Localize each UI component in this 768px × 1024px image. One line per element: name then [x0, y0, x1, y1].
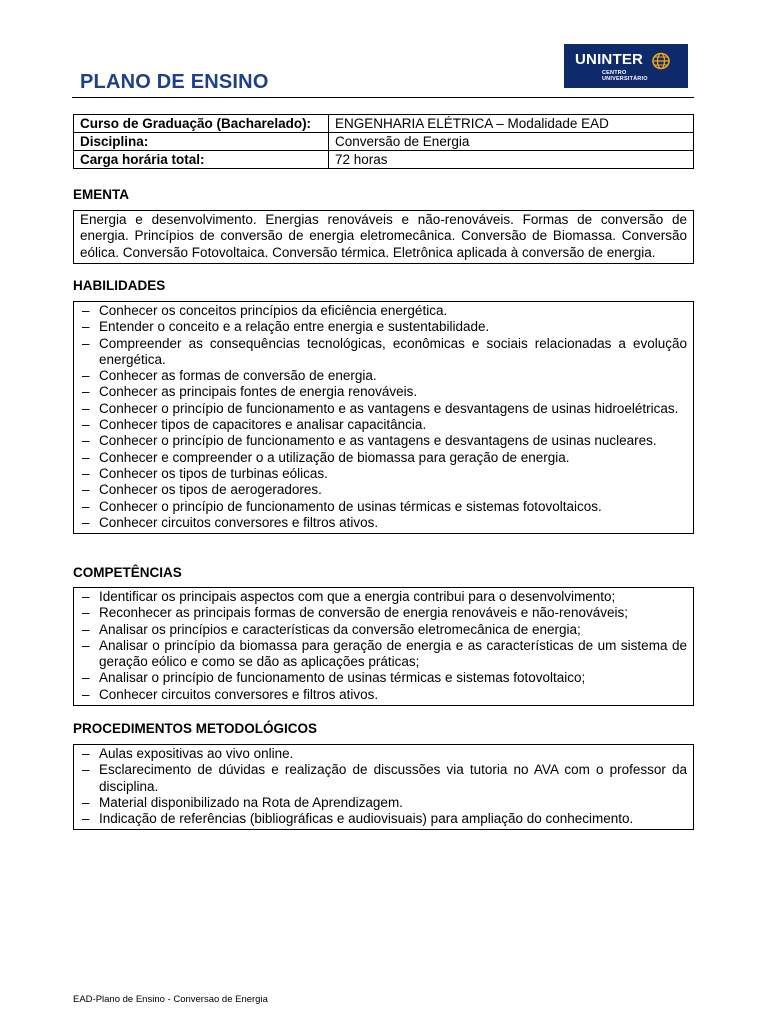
course-info-table — [73, 114, 694, 169]
list-item: – Reconhecer as principais formas de conversão de energia renováveis e não-renováveis; — [80, 605, 687, 621]
list-item: – Analisar os princípios e características da conversão eletromecânica de energia; — [80, 622, 687, 638]
uninter-logo — [564, 44, 688, 88]
list-item: – Conhecer o princípio de funcionamento e as vantagens e desvantagens de usinas hidroelétricas. — [80, 401, 687, 417]
list-item: – Conhecer tipos de capacitores e analisar capacitância. — [80, 417, 687, 433]
ementa-box — [73, 210, 694, 264]
list-item: – Conhecer os tipos de aerogeradores. — [80, 482, 687, 498]
logo-sub-line-2: UNIVERSITÁRIO — [602, 76, 648, 82]
section-heading-habilidades: HABILIDADES — [73, 278, 166, 293]
list-item: – Analisar o princípio de funcionamento de usinas térmicas e sistemas fotovoltaico; — [80, 670, 687, 686]
ementa-text: Energia e desenvolvimento. Energias renováveis e não-renováveis. Formas de conversão de energia. Princípios de conversão de energia eletromecânica. Conversão de Biomassa. Conversão eólica. Conversão Fotovoltaica. Conversão térmica. Eletrônica aplicada à conversão de energia. — [80, 212, 687, 260]
list-item: – Conhecer as formas de conversão de energia. — [80, 368, 687, 384]
page-title: PLANO DE ENSINO — [80, 71, 269, 93]
list-item: – Conhecer as principais fontes de energia renováveis. — [80, 384, 687, 400]
procedimentos-box — [73, 744, 694, 830]
info-label: Carga horária total: — [74, 151, 329, 169]
list-item: – Esclarecimento de dúvidas e realização de discussões via tutoria no AVA com o professor da disciplina. — [80, 762, 687, 795]
list-item: – Conhecer circuitos conversores e filtros ativos. — [80, 515, 687, 531]
info-value: ENGENHARIA ELÉTRICA – Modalidade EAD — [329, 115, 694, 133]
list-item: – Conhecer e compreender o a utilização de biomassa para geração de energia. — [80, 450, 687, 466]
list-item: – Entender o conceito e a relação entre energia e sustentabilidade. — [80, 319, 687, 335]
info-label: Curso de Graduação (Bacharelado): — [74, 115, 329, 133]
logo-sub-line-1: CENTRO — [602, 70, 627, 76]
info-row-carga — [74, 151, 694, 169]
title-divider — [72, 97, 694, 98]
procedimentos-list — [74, 745, 693, 829]
habilidades-list — [74, 302, 693, 533]
list-item: – Conhecer os tipos de turbinas eólicas. — [80, 466, 687, 482]
list-item: – Material disponibilizado na Rota de Aprendizagem. — [80, 795, 687, 811]
section-heading-ementa: EMENTA — [73, 187, 129, 202]
list-item: – Conhecer o princípio de funcionamento e as vantagens e desvantagens de usinas nucleares. — [80, 433, 687, 449]
list-item: – Aulas expositivas ao vivo online. — [80, 746, 687, 762]
info-row-curso — [74, 115, 694, 133]
logo-wordmark: UNINTER — [575, 51, 644, 68]
list-item: – Indicação de referências (bibliográficas e audiovisuais) para ampliação do conhecimento. — [80, 811, 687, 827]
info-label: Disciplina: — [74, 133, 329, 151]
list-item: – Analisar o princípio da biomassa para geração de energia e as características de um sistema de geração eólico e como se dão as aplicações práticas; — [80, 638, 687, 671]
list-item: – Identificar os principais aspectos com que a energia contribui para o desenvolvimento; — [80, 589, 687, 605]
logo-subtitle — [602, 70, 648, 82]
page-footer: EAD-Plano de Ensino - Conversao de Energia — [73, 994, 268, 1005]
list-item: – Conhecer os conceitos princípios da eficiência energética. — [80, 303, 687, 319]
competencias-box — [73, 587, 694, 706]
list-item: – Conhecer o princípio de funcionamento de usinas térmicas e sistemas fotovoltaicos. — [80, 499, 687, 515]
section-heading-procedimentos: PROCEDIMENTOS METODOLÓGICOS — [73, 721, 318, 736]
globe-icon — [651, 52, 671, 70]
habilidades-box — [73, 301, 694, 534]
list-item: – Conhecer circuitos conversores e filtros ativos. — [80, 687, 687, 703]
section-heading-competencias: COMPETÊNCIAS — [73, 565, 182, 580]
info-value: 72 horas — [329, 151, 694, 169]
info-row-disciplina — [74, 133, 694, 151]
list-item: – Compreender as consequências tecnológicas, econômicas e sociais relacionadas a evolução energética. — [80, 336, 687, 369]
competencias-list — [74, 588, 693, 705]
info-value: Conversão de Energia — [329, 133, 694, 151]
